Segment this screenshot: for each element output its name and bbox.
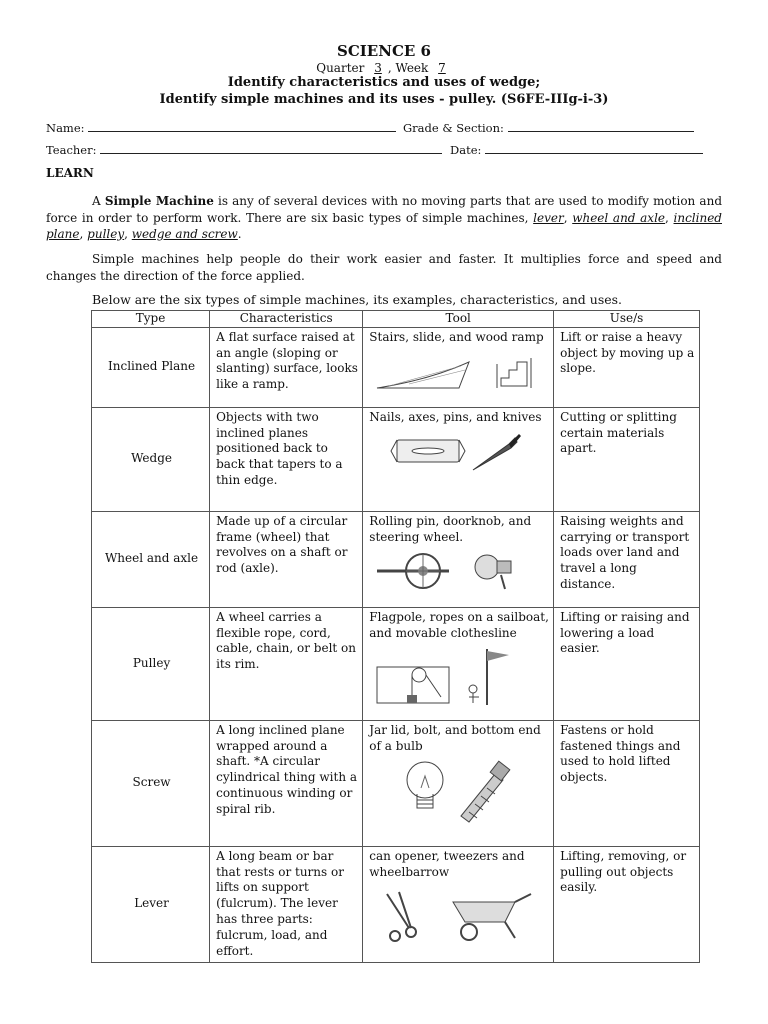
header-characteristics: Characteristics	[210, 311, 363, 328]
characteristics-cell: Objects with two inclined planes positioned back to back that tapers to a thin edge.	[210, 407, 363, 511]
table-row	[92, 720, 700, 846]
characteristics-cell: A long beam or bar that rests or turns or lifts on support (fulcrum). The lever has three parts: fulcrum, load, and effort.	[210, 846, 363, 962]
razor-knife-icon	[369, 430, 539, 474]
week-label: , Week	[387, 61, 429, 75]
name-blank[interactable]	[88, 121, 396, 132]
term-wheel-axle: wheel and axle	[572, 210, 666, 225]
type-cell: Wheel and axle	[92, 511, 210, 607]
use-cell: Lifting, removing, or pulling out objects easily.	[554, 846, 700, 962]
quarter-week-line	[0, 61, 768, 75]
table-row	[92, 846, 700, 962]
table-row	[92, 511, 700, 607]
type-cell: Inclined Plane	[92, 327, 210, 407]
characteristics-cell: A wheel carries a flexible rope, cord, cable, chain, or belt on its rim.	[210, 607, 363, 720]
type-cell: Screw	[92, 720, 210, 846]
tool-cell	[363, 407, 554, 511]
name-label: Name:	[46, 121, 85, 135]
tool-text: Flagpole, ropes on a sailboat, and movable clothesline	[369, 609, 549, 640]
teacher-field[interactable]	[46, 143, 442, 157]
date-blank[interactable]	[485, 143, 703, 154]
header-tool: Tool	[363, 311, 554, 328]
quarter-label: Quarter	[316, 61, 365, 75]
type-cell: Lever	[92, 846, 210, 962]
tool-cell	[363, 511, 554, 607]
tool-text: Nails, axes, pins, and knives	[369, 409, 542, 424]
table-intro: Below are the six types of simple machines, its examples, characteristics, and uses.	[92, 292, 623, 307]
simple-machine-paragraph: A Simple Machine is any of several devices with no moving parts that are used to modify motion and force in order to perform work. There are six basic types of simple machines, lever, wheel and axle, inclined plane, pulley, wedge and screw.	[46, 194, 722, 241]
simple-machines-table	[91, 310, 700, 963]
table-row	[92, 407, 700, 511]
term-wedge-screw: wedge and screw	[131, 227, 238, 241]
tool-cell	[363, 846, 554, 962]
use-cell: Cutting or splitting certain materials apart.	[554, 407, 700, 511]
objective-1: Identify characteristics and uses of wedge;	[227, 75, 541, 90]
header-uses: Use/s	[554, 311, 700, 328]
type-cell: Pulley	[92, 607, 210, 720]
characteristics-cell: A flat surface raised at an angle (sloping or slanting) surface, looks like a ramp.	[210, 327, 363, 407]
learn-heading: LEARN	[46, 166, 94, 180]
tool-cell	[363, 327, 554, 407]
table-header-row	[92, 311, 700, 328]
objective-2: Identify simple machines and its uses - pulley. (S6FE-IIIg-i-3)	[159, 92, 609, 107]
tool-text: Rolling pin, doorknob, and steering wheel.	[369, 513, 532, 544]
tool-text: Jar lid, bolt, and bottom end of a bulb	[369, 722, 541, 753]
grade-field[interactable]	[403, 121, 694, 135]
tool-text: can opener, tweezers and wheelbarrow	[369, 848, 525, 879]
characteristics-cell: Made up of a circular frame (wheel) that revolves on a shaft or rod (axle).	[210, 511, 363, 607]
date-label: Date:	[450, 143, 482, 157]
name-field[interactable]	[46, 121, 396, 135]
tool-cell	[363, 720, 554, 846]
use-cell: Raising weights and carrying or transport loads over land and travel a long distance.	[554, 511, 700, 607]
grade-blank[interactable]	[508, 121, 694, 132]
characteristics-cell: A long inclined plane wrapped around a shaft. *A circular cylindrical thing with a continuous winding or spiral rib.	[210, 720, 363, 846]
grade-label: Grade & Section:	[403, 121, 504, 135]
bulb-bolt-icon	[369, 758, 539, 824]
tool-cell	[363, 607, 554, 720]
simple-machine-uses-paragraph: Simple machines help people do their work easier and faster. It multiplies force and speed and changes the direction of the force applied.	[46, 252, 722, 283]
tweezers-wheelbarrow-icon	[369, 884, 539, 942]
ramp-stairs-icon	[369, 350, 539, 390]
tool-text: Stairs, slide, and wood ramp	[369, 329, 544, 344]
week-value: 7	[438, 61, 446, 75]
wheel-doorknob-icon	[369, 549, 539, 591]
teacher-label: Teacher:	[46, 143, 97, 157]
teacher-blank[interactable]	[100, 143, 442, 154]
table-row	[92, 607, 700, 720]
term-lever: lever	[533, 210, 564, 225]
quarter-value: 3	[374, 61, 382, 75]
term-pulley: pulley	[87, 227, 125, 241]
use-cell: Fastens or hold fastened things and used to hold lifted objects.	[554, 720, 700, 846]
date-field[interactable]	[450, 143, 703, 157]
simple-machine-term: Simple Machine	[104, 194, 214, 208]
worksheet-title: SCIENCE 6	[337, 42, 431, 60]
term-inclined-plane: inclined plane	[46, 210, 722, 241]
use-cell: Lift or raise a heavy object by moving up a slope.	[554, 327, 700, 407]
pulley-flagpole-icon	[369, 645, 539, 707]
use-cell: Lifting or raising and lowering a load easier.	[554, 607, 700, 720]
header-type: Type	[92, 311, 210, 328]
type-cell: Wedge	[92, 407, 210, 511]
table-row	[92, 327, 700, 407]
